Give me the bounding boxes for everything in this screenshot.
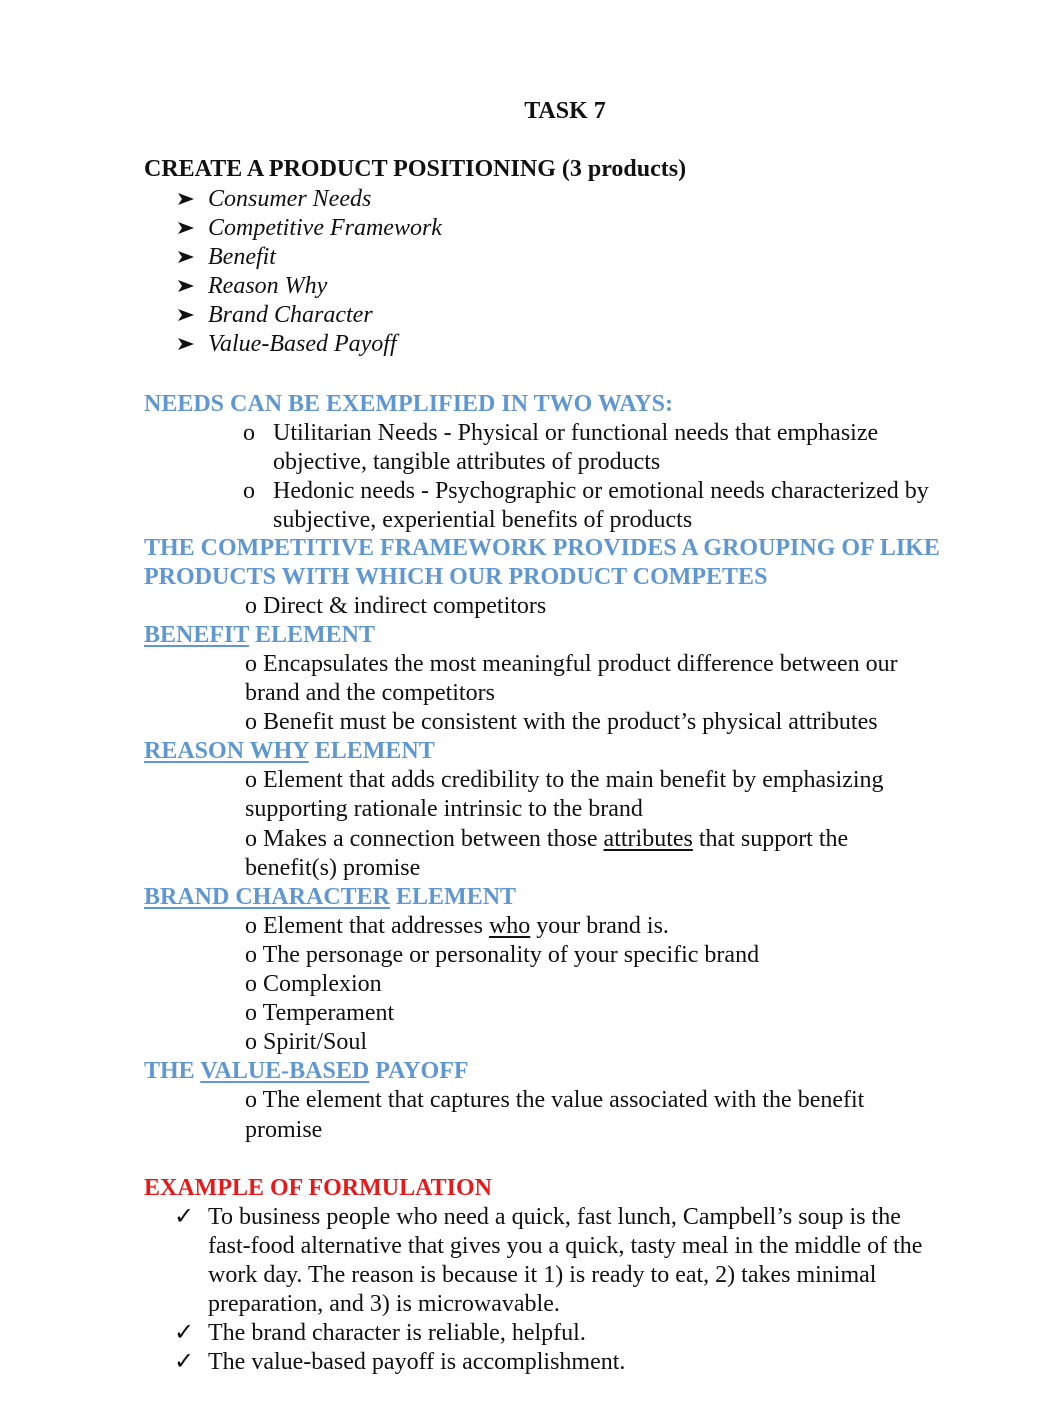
checkmark-icon: ✓ <box>174 1320 195 1346</box>
reason-why-heading <box>144 736 435 766</box>
brand-character-item: o Complexion <box>245 971 382 997</box>
checkmark-icon: ✓ <box>174 1204 195 1230</box>
value-payoff-item-text: The element that captures the value associated with the benefit <box>262 1087 865 1113</box>
arrowhead-bullet-icon <box>176 213 196 243</box>
value-payoff-heading-post: PAYOFF <box>369 1058 469 1084</box>
brand-character-item-text-end: your brand is. <box>530 913 669 939</box>
positioning-element-label: Brand Character <box>208 302 373 328</box>
main-heading: CREATE A PRODUCT POSITIONING (3 products) <box>144 156 687 182</box>
needs-item-line: Utilitarian Needs - Physical or functional needs that emphasize <box>273 420 879 446</box>
brand-character-item: o The personage or personality of your specific brand <box>245 942 760 968</box>
reason-why-item-text-end: that support the <box>692 826 849 852</box>
reason-why-item: o Makes a connection between those attributes that support the <box>245 826 849 852</box>
who-underlined: who <box>488 913 531 939</box>
o-bullet: o <box>243 420 255 446</box>
brand-character-item-text: The personage or personality of your specific brand <box>262 942 760 968</box>
attributes-underlined: attributes <box>603 826 693 852</box>
benefit-item-continuation: brand and the competitors <box>245 680 495 706</box>
reason-why-heading-underlined: REASON WHY <box>144 738 309 764</box>
reason-why-item-continuation: supporting rationale intrinsic to the brand <box>245 796 643 822</box>
reason-why-item-text: Makes a connection between those <box>263 826 604 852</box>
benefit-item: o Encapsulates the most meaningful product difference between our <box>245 651 898 677</box>
arrowhead-bullet-icon <box>176 242 196 272</box>
brand-character-item-text: Element that addresses <box>263 913 489 939</box>
checkmark-icon: ✓ <box>174 1349 195 1375</box>
value-payoff-heading-underlined: VALUE-BASED <box>200 1058 370 1084</box>
needs-item-line: objective, tangible attributes of products <box>273 449 661 475</box>
brand-character-item-text: Spirit/Soul <box>263 1029 368 1055</box>
benefit-item-text: Encapsulates the most meaningful product difference between our <box>263 651 898 677</box>
page-title: TASK 7 <box>524 98 606 124</box>
positioning-element-label: Competitive Framework <box>208 215 442 241</box>
arrowhead-bullet-icon <box>176 184 196 214</box>
example-item-line: preparation, and 3) is microwavable. <box>208 1291 560 1317</box>
benefit-heading <box>144 620 375 650</box>
value-payoff-heading-pre: THE <box>144 1058 201 1084</box>
reason-why-item-text: Element that adds credibility to the main benefit by emphasizing <box>263 767 884 793</box>
positioning-element-label: Value-Based Payoff <box>208 331 397 357</box>
brand-character-item: o Element that addresses who your brand is. <box>245 913 669 939</box>
example-item-line: To business people who need a quick, fast lunch, Campbell’s soup is the <box>208 1204 901 1230</box>
brand-character-item: o Temperament <box>245 1000 395 1026</box>
arrowhead-bullet-icon <box>176 300 196 330</box>
positioning-element-label: Consumer Needs <box>208 186 372 212</box>
o-bullet: o <box>243 478 255 504</box>
example-item-line: The value-based payoff is accomplishment. <box>208 1349 626 1375</box>
benefit-heading-underlined: BENEFIT <box>144 622 249 648</box>
value-payoff-heading <box>144 1056 469 1086</box>
arrowhead-bullet-icon <box>176 271 196 301</box>
benefit-item-text: Benefit must be consistent with the product’s physical attributes <box>263 709 878 735</box>
reason-why-item-continuation: benefit(s) promise <box>245 855 421 881</box>
competitive-heading-line: PRODUCTS WITH WHICH OUR PRODUCT COMPETES <box>144 564 768 590</box>
brand-character-heading-underlined: BRAND CHARACTER <box>144 884 391 910</box>
positioning-element-label: Reason Why <box>208 273 328 299</box>
needs-item-line: Hedonic needs - Psychographic or emotional needs characterized by <box>273 478 929 504</box>
value-payoff-item: o The element that captures the value associated with the benefit <box>245 1087 865 1113</box>
brand-character-item: o Spirit/Soul <box>245 1029 368 1055</box>
competitive-item: o Direct & indirect competitors <box>245 593 547 619</box>
brand-character-heading <box>144 882 516 912</box>
benefit-item: o Benefit must be consistent with the product’s physical attributes <box>245 709 878 735</box>
example-item-line: The brand character is reliable, helpful. <box>208 1320 586 1346</box>
value-payoff-item-continuation: promise <box>245 1117 323 1143</box>
competitive-heading-line: THE COMPETITIVE FRAMEWORK PROVIDES A GROUPING OF LIKE <box>144 535 940 561</box>
reason-why-item: o Element that adds credibility to the main benefit by emphasizing <box>245 767 884 793</box>
example-item-line: fast-food alternative that gives you a quick, tasty meal in the middle of the <box>208 1233 923 1259</box>
brand-character-item-text: Complexion <box>263 971 382 997</box>
brand-character-heading-rest: ELEMENT <box>390 884 517 910</box>
positioning-element-label: Benefit <box>208 244 276 270</box>
example-heading: EXAMPLE OF FORMULATION <box>144 1175 492 1201</box>
example-item-line: work day. The reason is because it 1) is ready to eat, 2) takes minimal <box>208 1262 877 1288</box>
competitive-item-text: Direct & indirect competitors <box>263 593 547 619</box>
needs-heading: NEEDS CAN BE EXEMPLIFIED IN TWO WAYS: <box>144 391 674 417</box>
benefit-heading-rest: ELEMENT <box>248 622 375 648</box>
reason-why-heading-rest: ELEMENT <box>308 738 435 764</box>
brand-character-item-text: Temperament <box>262 1000 395 1026</box>
needs-item-line: subjective, experiential benefits of products <box>273 507 693 533</box>
arrowhead-bullet-icon <box>176 329 196 359</box>
